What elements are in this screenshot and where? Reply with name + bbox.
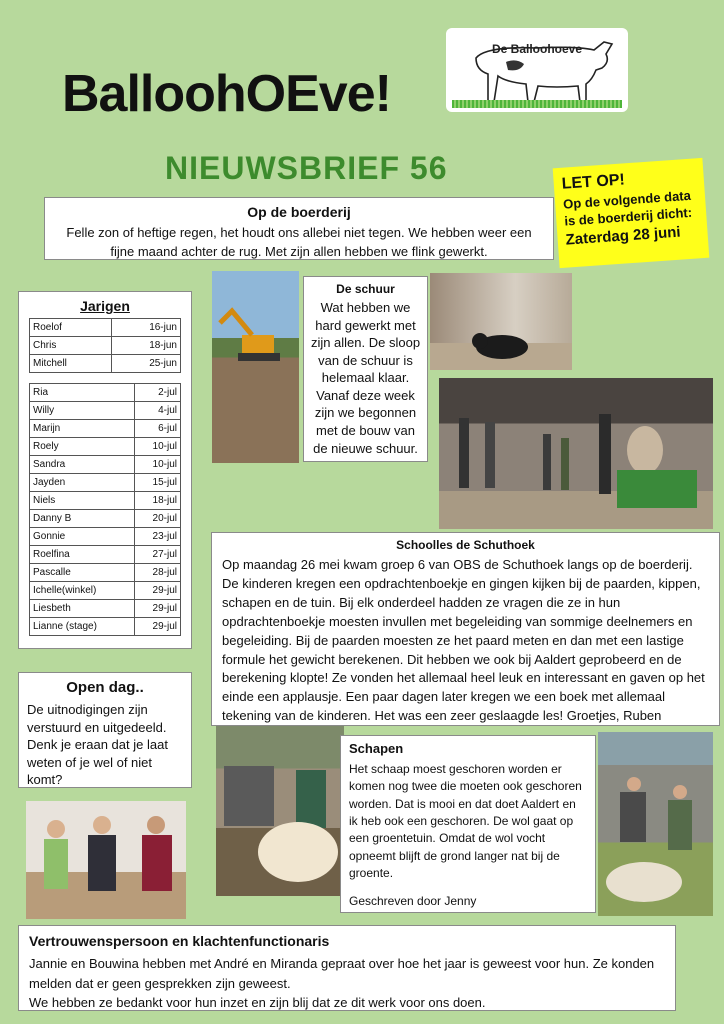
birthday-name: Liesbeth — [30, 600, 135, 618]
barn-heading: De schuur — [336, 282, 395, 296]
birthdays-heading: Jarigen — [80, 298, 130, 314]
birthday-name: Ria — [30, 384, 135, 402]
birthday-name: Mitchell — [30, 355, 112, 373]
birthday-name: Ichelle(winkel) — [30, 582, 135, 600]
farm-text: Felle zon of heftige regen, het houdt ons allebei niet tegen. We hebben weer een fijne maand achter de rug. Met zijn allen hebben we flink gewerkt. — [66, 225, 532, 260]
trust-text-1: Jannie en Bouwina hebben met André en Miranda gepraat over hoe het jaar is geweest voor hun. Ze konden melden dat er geen gesprekken zijn geweest. — [29, 956, 655, 991]
excavator-photo — [212, 271, 299, 463]
birthday-name: Marijn — [30, 420, 135, 438]
barn-section — [303, 276, 428, 462]
trust-person-section — [18, 925, 676, 1011]
handshake-photo — [26, 801, 186, 919]
birthday-date: 28-jul — [134, 564, 180, 582]
table-row — [30, 355, 181, 373]
dog-in-barn-photo — [430, 273, 572, 370]
birthday-date: 2-jul — [134, 384, 180, 402]
birthday-date: 4-jul — [134, 402, 180, 420]
birthday-date: 15-jul — [134, 474, 180, 492]
school-text: Op maandag 26 mei kwam groep 6 van OBS de Schuthoek langs op de boerderij. De kinderen kregen een opdrachtenboekje en gingen kijken bij de paarden, kippen, schapen en de tuin. Bij elk onderdeel hadden ze vragen die ze in hun opdrachtenboekje moesten invullen met begeleiding van sommige deelnemers en begeleiding. Bij de paarden moesten ze het paard meten en dan met een lastige formule het gewicht berekenen. Dit hebben we ook bij Aaldert geprobeerd en de berekening klopte! Ze vonden het allemaal heel leuk en interessant en gaven op het einde een applausje. Een paar dagen later kregen we een boek met allemaal tekening van de kinderen. Het was een zeer geslaagde les! Groetjes, Ruben — [222, 557, 705, 724]
birthdays-july-table — [29, 383, 181, 636]
sheep-signature: Geschreven door Jenny — [349, 893, 477, 908]
logo-text: De Balloohoeve — [492, 42, 583, 56]
newsletter-subtitle: NIEUWSBRIEF 56 — [165, 150, 448, 186]
farm-logo — [446, 28, 628, 112]
birthday-name: Danny B — [30, 510, 135, 528]
birthdays-june-table — [29, 318, 181, 373]
sheep-outdoors-photo — [598, 732, 713, 916]
school-heading: Schoolles de Schuthoek — [396, 538, 535, 552]
table-row — [30, 600, 181, 618]
table-row — [30, 474, 181, 492]
birthday-date: 23-jul — [134, 528, 180, 546]
notice-date: Zaterdag 28 juni — [565, 223, 682, 249]
table-row — [30, 456, 181, 474]
birthday-date: 10-jul — [134, 438, 180, 456]
birthday-date: 27-jul — [134, 546, 180, 564]
table-row — [30, 618, 181, 636]
birthday-name: Willy — [30, 402, 135, 420]
birthday-name: Roelfina — [30, 546, 135, 564]
birthday-date: 29-jul — [134, 618, 180, 636]
table-row — [30, 420, 181, 438]
trust-heading: Vertrouwenspersoon en klachtenfunctionaris — [29, 933, 330, 949]
birthday-date: 20-jul — [134, 510, 180, 528]
horse-with-children-photo — [439, 378, 713, 529]
birthday-name: Sandra — [30, 456, 135, 474]
table-row — [30, 582, 181, 600]
sheep-text: Het schaap moest geschoren worden er komen nog twee die moeten ook geschoren worden. Dat is mooi en dat doet Aaldert en ik heb ook een geschoren. De wol gaat op een groentetuin. Omdat de wol vocht opneemt blijft de grond langer nat bij de groente. — [349, 761, 582, 881]
school-lesson-section — [211, 532, 720, 726]
table-row — [30, 510, 181, 528]
birthday-date: 25-jun — [111, 355, 180, 373]
birthday-name: Roely — [30, 438, 135, 456]
barn-text: Wat hebben we hard gewerkt met zijn allen. De sloop van de schuur is helemaal klaar. Vanaf deze week zijn we begonnen met de bouw van de nieuwe schuur. — [310, 300, 421, 456]
birthday-date: 29-jul — [134, 600, 180, 618]
grass-decoration — [452, 100, 622, 108]
table-row — [30, 546, 181, 564]
table-row — [30, 528, 181, 546]
notice-box — [553, 158, 710, 268]
birthday-name: Pascalle — [30, 564, 135, 582]
open-day-text: De uitnodigingen zijn verstuurd en uitgedeeld. Denk je eraan dat je laat weten of je wel of niet komt? — [27, 702, 168, 788]
birthday-name: Niels — [30, 492, 135, 510]
sheep-shearing-photo — [216, 726, 344, 896]
birthday-date: 29-jul — [134, 582, 180, 600]
birthday-date: 6-jul — [134, 420, 180, 438]
table-row — [30, 337, 181, 355]
page-title: BalloohOEve! — [62, 65, 391, 123]
birthday-name: Lianne (stage) — [30, 618, 135, 636]
table-row — [30, 438, 181, 456]
open-day-heading: Open dag.. — [66, 679, 144, 696]
table-row — [30, 564, 181, 582]
birthday-name: Jayden — [30, 474, 135, 492]
sheep-section — [340, 735, 596, 913]
birthday-name: Roelof — [30, 319, 112, 337]
trust-text-2: We hebben ze bedankt voor hun inzet en zijn blij dat ze dit werk voor ons doen. — [29, 995, 486, 1010]
table-row — [30, 384, 181, 402]
table-row — [30, 319, 181, 337]
birthday-name: Chris — [30, 337, 112, 355]
sheep-heading: Schapen — [349, 741, 404, 756]
table-row — [30, 402, 181, 420]
notice-heading: LET OP! — [561, 171, 626, 193]
birthday-date: 18-jun — [111, 337, 180, 355]
birthday-date: 18-jul — [134, 492, 180, 510]
birthday-name: Gonnie — [30, 528, 135, 546]
notice-text: Op de volgende data is de boerderij dicht: — [562, 187, 693, 229]
farm-heading: Op de boerderij — [247, 204, 351, 220]
birthdays-section — [18, 291, 192, 649]
open-day-section — [18, 672, 192, 788]
table-row — [30, 492, 181, 510]
birthday-date: 16-jun — [111, 319, 180, 337]
birthday-date: 10-jul — [134, 456, 180, 474]
farm-section — [44, 197, 554, 260]
